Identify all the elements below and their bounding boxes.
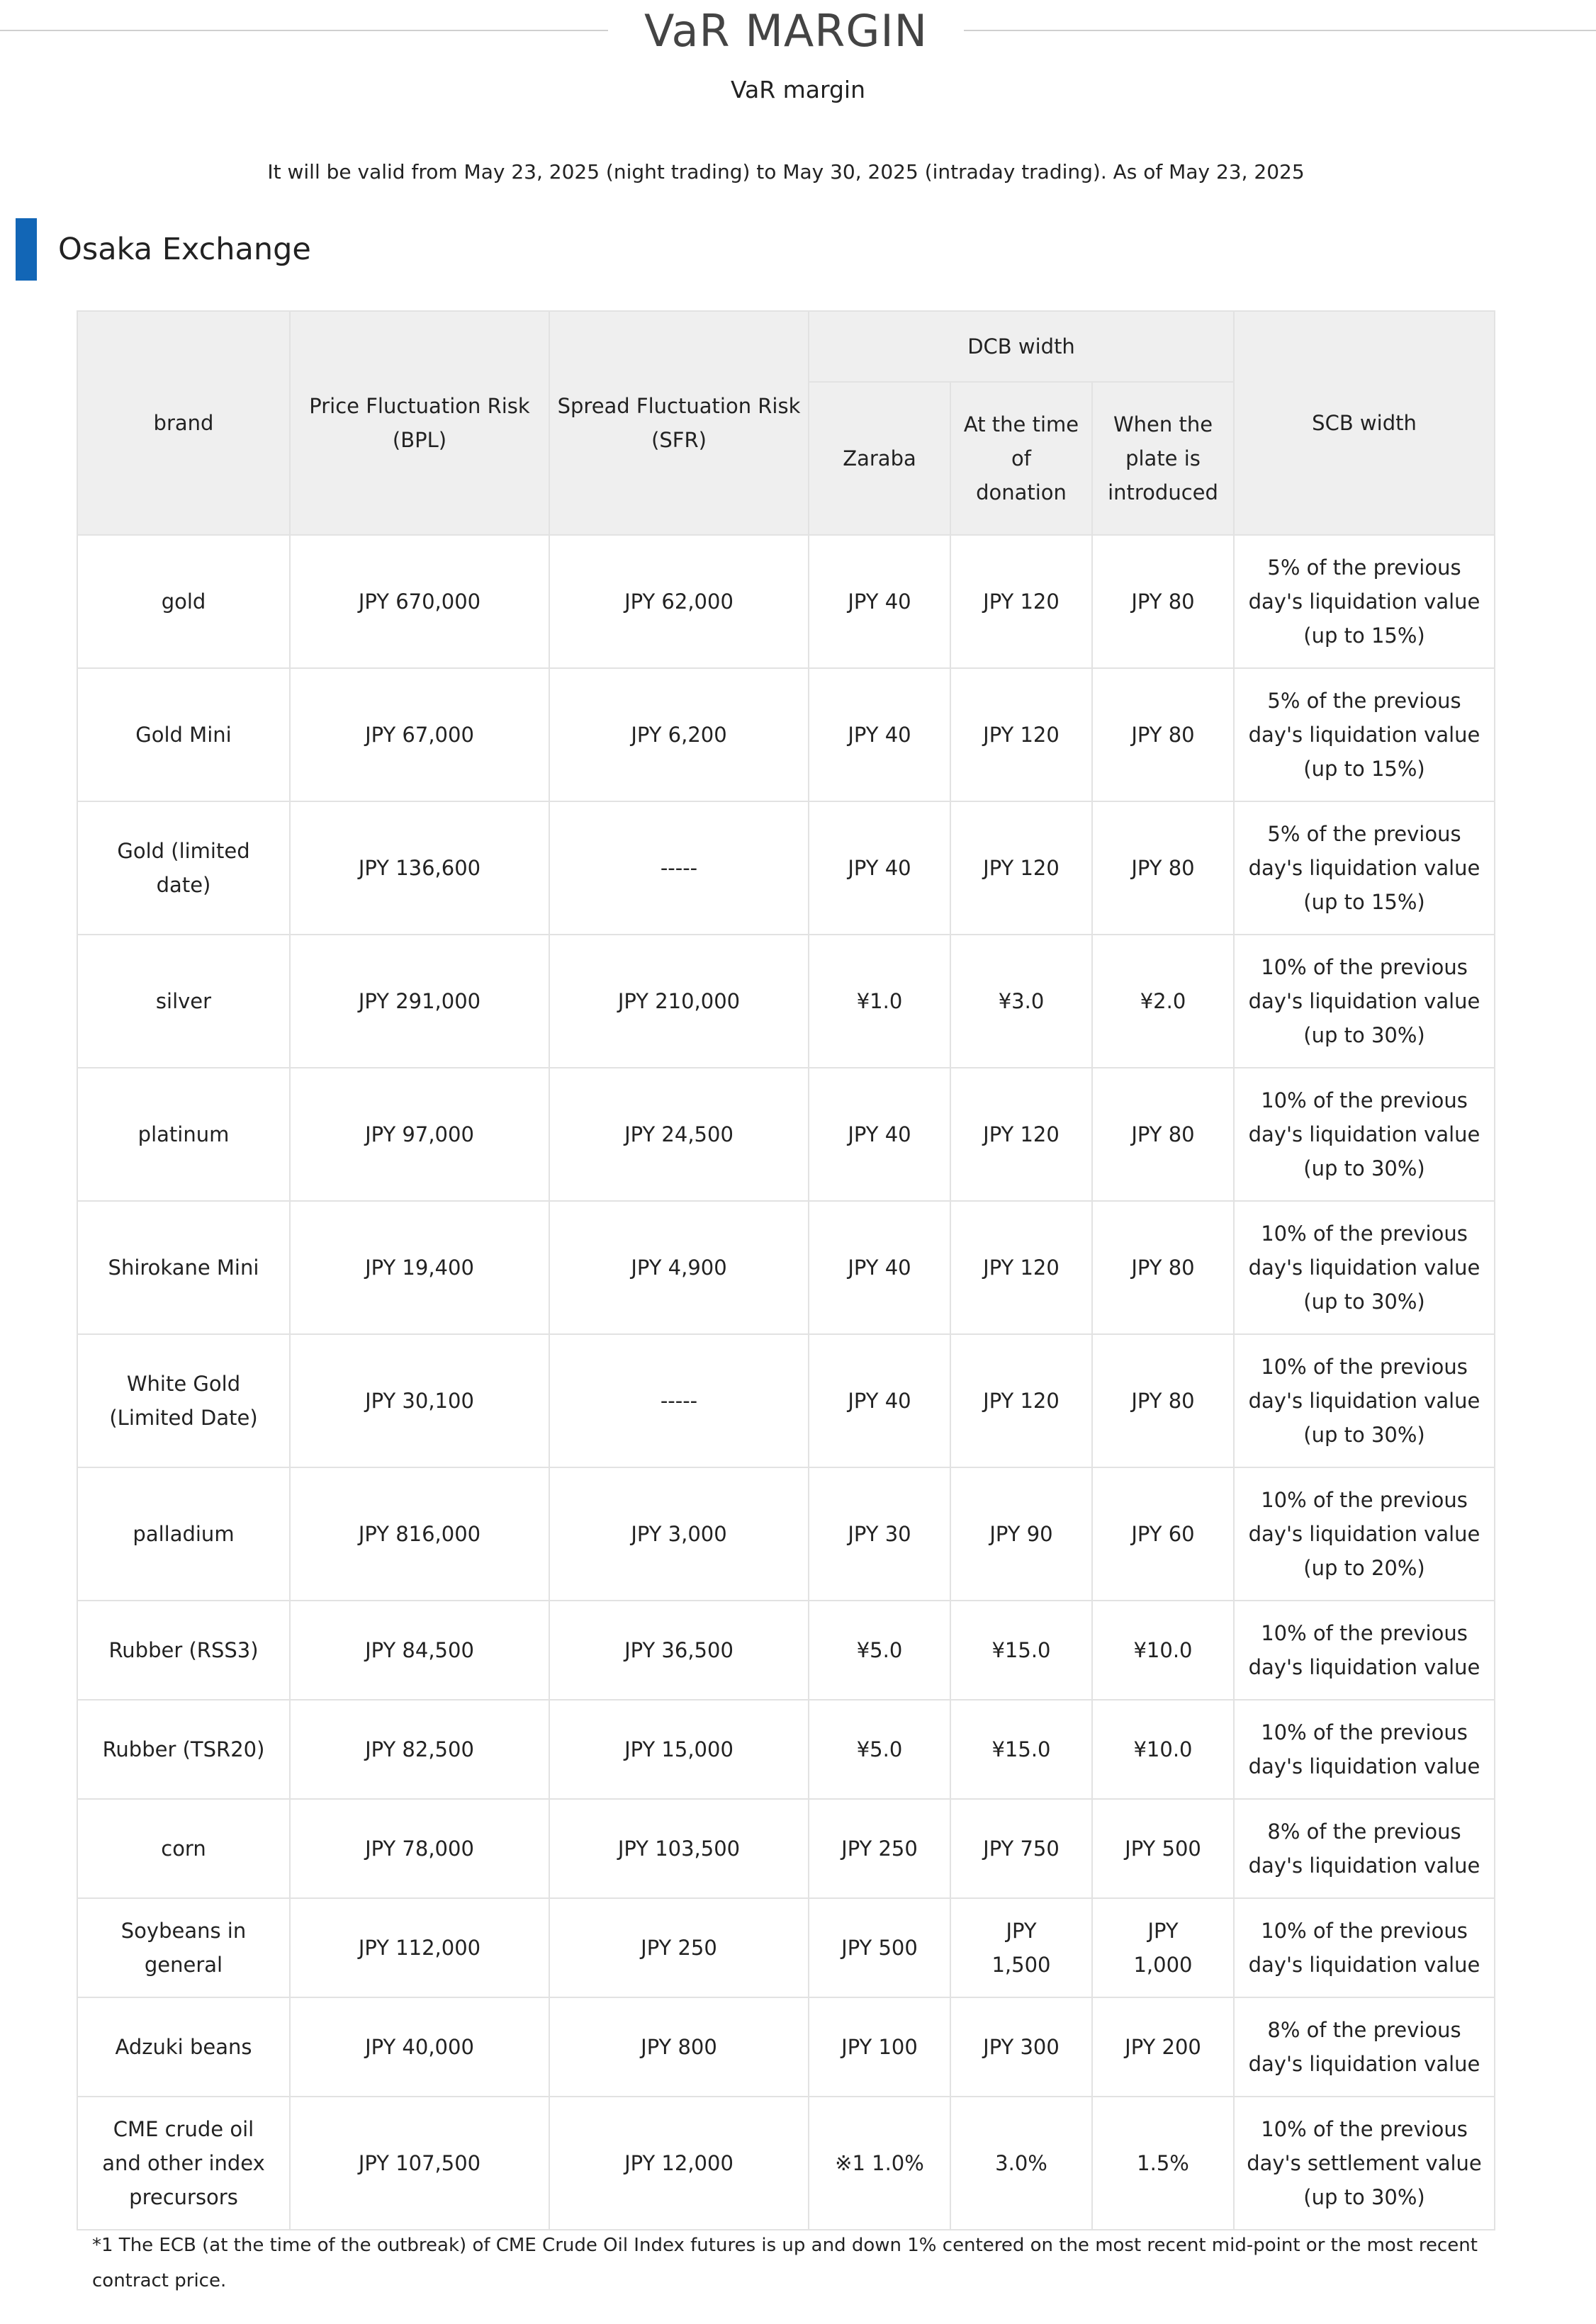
cell-bpl [290, 2097, 549, 2230]
cell-bpl [290, 801, 549, 935]
header-dcb-donation-line: At the time of [963, 412, 1079, 470]
table-row [77, 1068, 1495, 1201]
cell-plate [1092, 1997, 1234, 2097]
cell-plate [1092, 1601, 1234, 1700]
cell-donation [950, 1467, 1092, 1601]
cell-zaraba-line: JPY 40 [848, 723, 911, 747]
header-sfr-line: (SFR) [651, 428, 707, 452]
cell-donation-line: JPY 120 [983, 723, 1060, 747]
margin-table [77, 310, 1495, 2230]
cell-scb-line: (up to 15%) [1303, 757, 1425, 781]
cell-brand-line: Adzuki beans [115, 2035, 252, 2059]
cell-scb-line: 10% of the previous [1261, 1488, 1468, 1512]
cell-plate [1092, 1467, 1234, 1601]
cell-bpl [290, 1467, 549, 1601]
cell-brand-line: gold [161, 590, 206, 614]
cell-bpl-line: JPY 670,000 [358, 590, 481, 614]
cell-sfr-line: JPY 36,500 [624, 1638, 734, 1662]
cell-brand-line: Gold Mini [135, 723, 232, 747]
footnote: *1 The ECB (at the time of the outbreak) of CME Crude Oil Index futures is up and down 1% centered on the most recent mid-point or the most recent contract price. [92, 2235, 1478, 2291]
cell-bpl-line: JPY 19,400 [365, 1256, 474, 1280]
cell-donation-line: JPY 90 [989, 1522, 1053, 1546]
cell-sfr [549, 1334, 809, 1467]
cell-brand-line: CME crude oil [113, 2117, 254, 2141]
cell-plate [1092, 935, 1234, 1068]
cell-donation-line: ¥15.0 [991, 1638, 1051, 1662]
cell-scb [1234, 1201, 1495, 1334]
cell-brand [77, 935, 290, 1068]
cell-sfr-line: JPY 250 [641, 1936, 717, 1960]
header-bpl-line: Price Fluctuation Risk [309, 394, 530, 418]
table-row [77, 1898, 1495, 1997]
cell-scb-line: day's liquidation value [1248, 1854, 1480, 1878]
cell-sfr-line: ----- [660, 1389, 698, 1413]
cell-sfr [549, 1201, 809, 1334]
cell-bpl [290, 1700, 549, 1799]
cell-brand [77, 801, 290, 935]
cell-scb-line: day's liquidation value [1248, 1754, 1480, 1778]
cell-plate [1092, 2097, 1234, 2230]
cell-donation-line: JPY 750 [983, 1837, 1060, 1861]
cell-sfr-line: JPY 6,200 [631, 723, 727, 747]
cell-zaraba [809, 935, 950, 1068]
cell-donation-line: JPY 120 [983, 856, 1060, 880]
cell-brand [77, 1898, 290, 1997]
cell-brand [77, 2097, 290, 2230]
cell-scb [1234, 801, 1495, 935]
cell-bpl [290, 668, 549, 801]
cell-sfr-line: JPY 800 [641, 2035, 717, 2059]
cell-scb-line: 10% of the previous [1261, 1222, 1468, 1246]
cell-bpl [290, 1799, 549, 1898]
cell-sfr-line: JPY 103,500 [617, 1837, 741, 1861]
cell-plate-line: JPY 80 [1131, 590, 1195, 614]
cell-scb-line: day's liquidation value [1248, 1122, 1480, 1146]
cell-donation-line: JPY 120 [983, 1389, 1060, 1413]
cell-scb-line: (up to 20%) [1303, 1556, 1425, 1580]
table-row [77, 1997, 1495, 2097]
header-dcb-plate-line: plate is [1125, 446, 1201, 470]
cell-scb [1234, 1334, 1495, 1467]
cell-zaraba [809, 1997, 950, 2097]
cell-bpl [290, 1334, 549, 1467]
cell-brand [77, 1467, 290, 1601]
cell-bpl-line: JPY 30,100 [365, 1389, 474, 1413]
header-sfr-line: Spread Fluctuation Risk [557, 394, 801, 418]
table-row [77, 935, 1495, 1068]
cell-sfr [549, 1068, 809, 1201]
header-dcb-plate-line: introduced [1108, 480, 1218, 504]
cell-plate-line: JPY 80 [1131, 1256, 1195, 1280]
cell-scb-line: 10% of the previous [1261, 1720, 1468, 1744]
cell-donation-line: JPY 120 [983, 590, 1060, 614]
cell-bpl [290, 535, 549, 668]
cell-brand [77, 668, 290, 801]
cell-scb-line: day's liquidation value [1248, 1953, 1480, 1977]
table-row [77, 1334, 1495, 1467]
cell-sfr-line: JPY 24,500 [624, 1122, 734, 1146]
cell-zaraba [809, 1068, 950, 1201]
cell-scb-line: (up to 30%) [1303, 1290, 1425, 1314]
cell-scb-line: day's liquidation value [1248, 989, 1480, 1013]
cell-scb-line: day's liquidation value [1248, 723, 1480, 747]
cell-scb-line: 10% of the previous [1261, 955, 1468, 979]
cell-bpl [290, 1601, 549, 1700]
cell-zaraba-line: ¥5.0 [856, 1737, 903, 1761]
cell-zaraba-line: JPY 250 [841, 1837, 918, 1861]
cell-bpl-line: JPY 67,000 [365, 723, 474, 747]
cell-sfr-line: JPY 12,000 [624, 2151, 734, 2175]
cell-donation [950, 1997, 1092, 2097]
page-subtitle: VaR margin [730, 76, 866, 103]
cell-donation [950, 801, 1092, 935]
cell-donation-line: ¥15.0 [991, 1737, 1051, 1761]
cell-sfr [549, 1799, 809, 1898]
cell-brand-line: silver [155, 989, 212, 1013]
cell-donation-line: JPY [1006, 1919, 1037, 1943]
cell-donation [950, 1201, 1092, 1334]
cell-brand-line: platinum [137, 1122, 230, 1146]
cell-bpl [290, 1201, 549, 1334]
cell-plate-line: JPY 200 [1125, 2035, 1201, 2059]
cell-scb-line: (up to 15%) [1303, 624, 1425, 648]
cell-bpl [290, 1068, 549, 1201]
header-dcb-donation-line: donation [976, 480, 1067, 504]
section-accent-bar [16, 218, 37, 281]
cell-donation-line: JPY 120 [983, 1256, 1060, 1280]
cell-bpl [290, 1997, 549, 2097]
cell-scb-line: day's liquidation value [1248, 856, 1480, 880]
cell-scb [1234, 2097, 1495, 2230]
cell-zaraba [809, 1201, 950, 1334]
cell-scb-line: (up to 30%) [1303, 2185, 1425, 2209]
cell-donation-line: JPY 300 [983, 2035, 1060, 2059]
cell-bpl-line: JPY 78,000 [365, 1837, 474, 1861]
cell-sfr-line: JPY 62,000 [624, 590, 734, 614]
cell-bpl-line: JPY 82,500 [365, 1737, 474, 1761]
cell-zaraba [809, 668, 950, 801]
cell-brand-line: Rubber (TSR20) [102, 1737, 265, 1761]
table-row [77, 801, 1495, 935]
table-body [77, 535, 1495, 2230]
header-bpl [290, 311, 549, 535]
cell-brand [77, 1700, 290, 1799]
cell-sfr [549, 2097, 809, 2230]
cell-sfr [549, 1601, 809, 1700]
cell-zaraba-line: JPY 40 [848, 1122, 911, 1146]
cell-scb-line: day's liquidation value [1248, 2052, 1480, 2076]
cell-brand [77, 1799, 290, 1898]
cell-zaraba [809, 2097, 950, 2230]
cell-sfr [549, 1467, 809, 1601]
cell-bpl-line: JPY 97,000 [365, 1122, 474, 1146]
cell-scb-line: 8% of the previous [1267, 1820, 1461, 1844]
cell-zaraba [809, 1467, 950, 1601]
cell-scb [1234, 935, 1495, 1068]
cell-scb-line: 10% of the previous [1261, 1355, 1468, 1379]
cell-zaraba [809, 1601, 950, 1700]
cell-plate-line: 1,000 [1133, 1953, 1193, 1977]
cell-scb-line: 8% of the previous [1267, 2018, 1461, 2042]
cell-scb [1234, 1997, 1495, 2097]
header-dcb-plate [1092, 382, 1234, 535]
cell-sfr-line: JPY 210,000 [617, 989, 741, 1013]
cell-brand-line: Soybeans in [120, 1919, 247, 1943]
header-sfr [549, 311, 809, 535]
cell-plate-line: JPY 60 [1131, 1522, 1195, 1546]
cell-donation-line: JPY 120 [983, 1122, 1060, 1146]
cell-brand-line: precursors [129, 2185, 238, 2209]
cell-plate-line: JPY 80 [1131, 856, 1195, 880]
header-dcb-plate-line: When the [1113, 412, 1213, 436]
cell-plate-line: 1.5% [1137, 2151, 1189, 2175]
cell-zaraba-line: ※1 1.0% [835, 2151, 924, 2175]
cell-brand [77, 1334, 290, 1467]
cell-brand [77, 535, 290, 668]
header-bpl-line: (BPL) [392, 428, 447, 452]
cell-brand-line: general [144, 1953, 223, 1977]
cell-scb [1234, 1898, 1495, 1997]
cell-brand-line: palladium [133, 1522, 235, 1546]
cell-scb-line: day's liquidation value [1248, 590, 1480, 614]
cell-bpl-line: JPY 107,500 [358, 2151, 481, 2175]
cell-zaraba [809, 801, 950, 935]
cell-scb-line: (up to 30%) [1303, 1423, 1425, 1447]
cell-zaraba [809, 1799, 950, 1898]
cell-bpl [290, 935, 549, 1068]
cell-sfr [549, 801, 809, 935]
cell-donation [950, 1898, 1092, 1997]
cell-brand-line: date) [156, 873, 211, 897]
cell-zaraba [809, 535, 950, 668]
cell-sfr-line: JPY 15,000 [624, 1737, 734, 1761]
cell-sfr [549, 668, 809, 801]
cell-bpl-line: JPY 291,000 [358, 989, 481, 1013]
cell-donation [950, 2097, 1092, 2230]
page-title: VaR MARGIN [644, 5, 928, 57]
cell-plate-line: JPY 500 [1125, 1837, 1201, 1861]
cell-plate-line: JPY 80 [1131, 1389, 1195, 1413]
header-dcb-zaraba: Zaraba [809, 382, 950, 535]
cell-scb-line: (up to 30%) [1303, 1156, 1425, 1180]
cell-zaraba-line: JPY 30 [848, 1522, 911, 1546]
header-dcb: DCB width [809, 311, 1234, 382]
table-row [77, 1467, 1495, 1601]
title-divider-left [0, 30, 608, 31]
cell-plate [1092, 535, 1234, 668]
cell-sfr [549, 935, 809, 1068]
cell-scb [1234, 1601, 1495, 1700]
cell-zaraba [809, 1334, 950, 1467]
cell-sfr [549, 1997, 809, 2097]
cell-scb-line: day's liquidation value [1248, 1522, 1480, 1546]
cell-scb-line: day's liquidation value [1248, 1655, 1480, 1679]
cell-scb [1234, 1068, 1495, 1201]
cell-plate [1092, 801, 1234, 935]
cell-donation-line: ¥3.0 [998, 989, 1045, 1013]
cell-plate [1092, 1201, 1234, 1334]
cell-scb-line: 10% of the previous [1261, 1088, 1468, 1112]
cell-plate [1092, 1068, 1234, 1201]
cell-donation [950, 1068, 1092, 1201]
cell-zaraba-line: JPY 40 [848, 1389, 911, 1413]
table-row [77, 1201, 1495, 1334]
cell-donation [950, 935, 1092, 1068]
cell-bpl-line: JPY 136,600 [358, 856, 481, 880]
cell-brand [77, 1997, 290, 2097]
cell-zaraba-line: JPY 500 [841, 1936, 918, 1960]
cell-brand-line: White Gold [126, 1372, 241, 1396]
header-dcb-donation [950, 382, 1092, 535]
cell-zaraba [809, 1700, 950, 1799]
header-brand: brand [77, 311, 290, 535]
cell-bpl-line: JPY 84,500 [365, 1638, 474, 1662]
cell-brand [77, 1601, 290, 1700]
cell-donation-line: 1,500 [991, 1953, 1051, 1977]
cell-plate-line: JPY [1147, 1919, 1179, 1943]
cell-zaraba-line: JPY 40 [848, 1256, 911, 1280]
cell-scb-line: day's liquidation value [1248, 1256, 1480, 1280]
table-row [77, 535, 1495, 668]
cell-donation-line: 3.0% [995, 2151, 1047, 2175]
cell-plate [1092, 1799, 1234, 1898]
cell-bpl-line: JPY 112,000 [358, 1936, 481, 1960]
cell-zaraba-line: JPY 40 [848, 590, 911, 614]
table-row [77, 668, 1495, 801]
cell-scb-line: (up to 15%) [1303, 890, 1425, 914]
cell-sfr-line: JPY 4,900 [631, 1256, 727, 1280]
title-divider-right [964, 30, 1596, 31]
table-row [77, 1700, 1495, 1799]
cell-plate-line: ¥10.0 [1133, 1737, 1193, 1761]
cell-scb [1234, 1467, 1495, 1601]
cell-bpl-line: JPY 40,000 [365, 2035, 474, 2059]
cell-scb-line: day's settlement value [1247, 2151, 1482, 2175]
cell-sfr-line: JPY 3,000 [631, 1522, 727, 1546]
cell-bpl [290, 1898, 549, 1997]
cell-scb-line: (up to 30%) [1303, 1023, 1425, 1047]
cell-donation [950, 1601, 1092, 1700]
cell-plate-line: JPY 80 [1131, 723, 1195, 747]
cell-donation [950, 535, 1092, 668]
cell-plate-line: ¥2.0 [1140, 989, 1186, 1013]
section-title: Osaka Exchange [58, 232, 311, 267]
table-row [77, 1601, 1495, 1700]
cell-zaraba [809, 1898, 950, 1997]
cell-brand-line: Rubber (RSS3) [108, 1638, 259, 1662]
cell-scb-line: 5% of the previous [1267, 689, 1461, 713]
cell-zaraba-line: ¥5.0 [856, 1638, 903, 1662]
cell-plate [1092, 1898, 1234, 1997]
table-row [77, 1799, 1495, 1898]
cell-scb-line: 5% of the previous [1267, 822, 1461, 846]
cell-donation [950, 1334, 1092, 1467]
cell-brand-line: (Limited Date) [109, 1406, 258, 1430]
cell-plate [1092, 1334, 1234, 1467]
cell-zaraba-line: ¥1.0 [856, 989, 903, 1013]
cell-plate [1092, 668, 1234, 801]
cell-brand [77, 1201, 290, 1334]
cell-scb [1234, 535, 1495, 668]
cell-plate-line: ¥10.0 [1133, 1638, 1193, 1662]
cell-donation [950, 1700, 1092, 1799]
validity-notice: It will be valid from May 23, 2025 (night trading) to May 30, 2025 (intraday trading). As of May 23, 2025 [267, 160, 1305, 184]
header-scb: SCB width [1234, 311, 1495, 535]
cell-zaraba-line: JPY 40 [848, 856, 911, 880]
cell-scb-line: 10% of the previous [1261, 2117, 1468, 2141]
table-row [77, 2097, 1495, 2230]
cell-scb-line: 5% of the previous [1267, 555, 1461, 580]
page-title-row [0, 0, 1596, 62]
cell-scb-line: 10% of the previous [1261, 1621, 1468, 1645]
cell-bpl-line: JPY 816,000 [358, 1522, 481, 1546]
cell-plate [1092, 1700, 1234, 1799]
cell-sfr [549, 1898, 809, 1997]
cell-scb [1234, 1799, 1495, 1898]
cell-donation [950, 668, 1092, 801]
cell-scb-line: day's liquidation value [1248, 1389, 1480, 1413]
cell-sfr [549, 535, 809, 668]
cell-brand-line: and other index [102, 2151, 265, 2175]
cell-sfr [549, 1700, 809, 1799]
cell-brand [77, 1068, 290, 1201]
cell-scb [1234, 1700, 1495, 1799]
cell-zaraba-line: JPY 100 [841, 2035, 918, 2059]
cell-scb-line: 10% of the previous [1261, 1919, 1468, 1943]
cell-donation [950, 1799, 1092, 1898]
cell-brand-line: Gold (limited [117, 839, 250, 863]
cell-brand-line: Shirokane Mini [108, 1256, 259, 1280]
cell-brand-line: corn [161, 1837, 206, 1861]
cell-scb [1234, 668, 1495, 801]
table-header [77, 311, 1495, 535]
cell-sfr-line: ----- [660, 856, 698, 880]
section-heading [16, 218, 311, 281]
cell-plate-line: JPY 80 [1131, 1122, 1195, 1146]
